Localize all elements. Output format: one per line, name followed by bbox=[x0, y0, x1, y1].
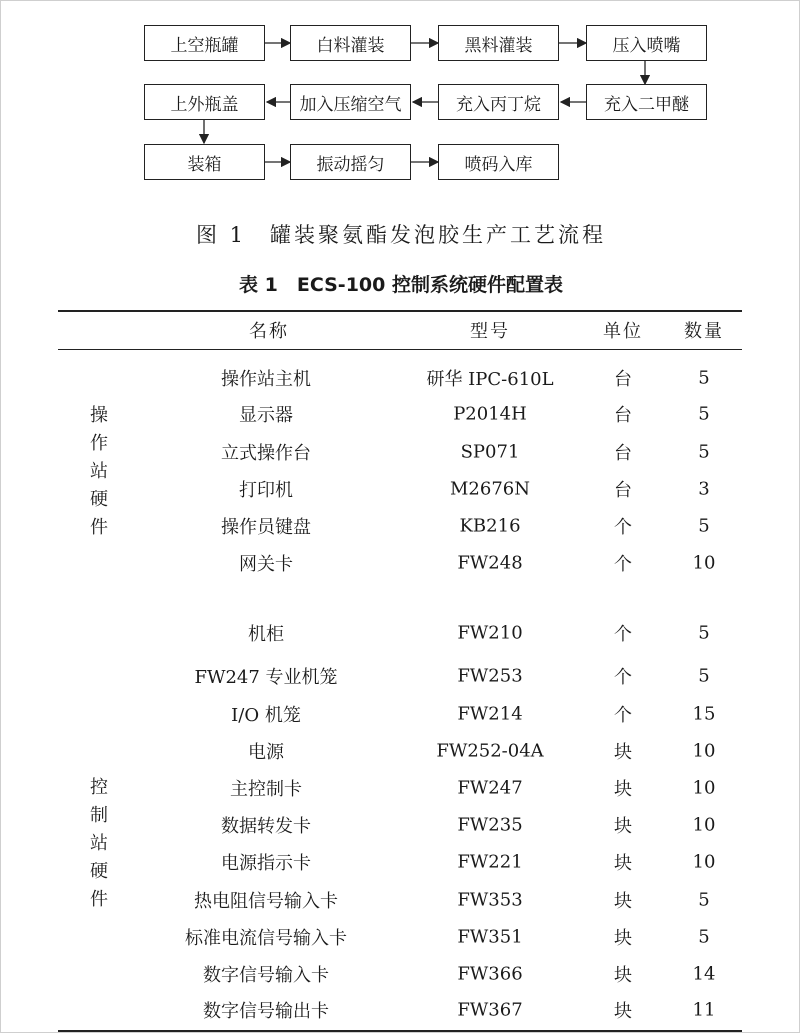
cell-unit: 块 bbox=[614, 891, 632, 912]
column-header-quantity: 数量 bbox=[684, 321, 724, 342]
flow-step: 上空瓶罐 bbox=[144, 25, 265, 61]
cell-quantity: 5 bbox=[698, 622, 710, 644]
flow-step: 装箱 bbox=[144, 144, 265, 180]
process-flowchart bbox=[0, 0, 802, 200]
cell-model: P2014H bbox=[453, 403, 527, 425]
cell-name: 机柜 bbox=[248, 624, 284, 645]
table-bottom-rule bbox=[58, 1030, 742, 1032]
cell-quantity: 15 bbox=[692, 703, 716, 725]
cell-quantity: 10 bbox=[692, 777, 716, 799]
cell-model: SP071 bbox=[460, 441, 520, 463]
cell-quantity: 5 bbox=[698, 367, 710, 389]
cell-name: 数据转发卡 bbox=[221, 816, 311, 837]
cell-quantity: 5 bbox=[698, 926, 710, 948]
flow-step: 上外瓶盖 bbox=[144, 84, 265, 120]
cell-unit: 块 bbox=[614, 779, 632, 800]
cell-quantity: 10 bbox=[692, 552, 716, 574]
cell-unit: 个 bbox=[614, 667, 632, 688]
cell-unit: 块 bbox=[614, 965, 632, 986]
cell-model: FW210 bbox=[457, 622, 523, 644]
cell-name: 热电阻信号输入卡 bbox=[194, 891, 338, 912]
cell-unit: 块 bbox=[614, 816, 632, 837]
cell-unit: 个 bbox=[614, 517, 632, 538]
cell-unit: 块 bbox=[614, 742, 632, 763]
cell-quantity: 5 bbox=[698, 403, 710, 425]
flow-step: 白料灌装 bbox=[290, 25, 411, 61]
cell-model: 研华 IPC-610L bbox=[426, 369, 554, 390]
cell-name: FW247 专业机笼 bbox=[194, 667, 338, 688]
table-title: 表 1 ECS-100 控制系统硬件配置表 bbox=[239, 274, 563, 296]
cell-name: I/O 机笼 bbox=[231, 705, 301, 726]
column-header-model: 型号 bbox=[470, 321, 510, 342]
cell-model: FW366 bbox=[457, 963, 523, 985]
cell-model: FW351 bbox=[457, 926, 523, 948]
column-header-name: 名称 bbox=[249, 321, 289, 342]
cell-unit: 块 bbox=[614, 1001, 632, 1022]
cell-unit: 台 bbox=[614, 443, 632, 464]
cell-quantity: 5 bbox=[698, 441, 710, 463]
cell-quantity: 11 bbox=[692, 999, 716, 1021]
cell-name: 数字信号输入卡 bbox=[203, 965, 329, 986]
figure-caption: 图 1 罐装聚氨酯发泡胶生产工艺流程 bbox=[195, 223, 607, 247]
table-header-rule bbox=[58, 349, 742, 350]
cell-name: 网关卡 bbox=[239, 554, 293, 575]
cell-model: FW367 bbox=[457, 999, 523, 1021]
flow-step: 加入压缩空气 bbox=[290, 84, 411, 120]
cell-unit: 台 bbox=[614, 480, 632, 501]
cell-quantity: 3 bbox=[698, 478, 710, 500]
cell-unit: 个 bbox=[614, 705, 632, 726]
cell-quantity: 5 bbox=[698, 889, 710, 911]
cell-name: 立式操作台 bbox=[221, 443, 311, 464]
cell-unit: 台 bbox=[614, 369, 632, 390]
cell-quantity: 5 bbox=[698, 665, 710, 687]
flow-step: 黑料灌装 bbox=[438, 25, 559, 61]
table-top-rule bbox=[58, 310, 742, 312]
cell-unit: 个 bbox=[614, 554, 632, 575]
cell-name: 数字信号输出卡 bbox=[203, 1001, 329, 1022]
cell-model: FW221 bbox=[457, 851, 523, 873]
cell-unit: 块 bbox=[614, 928, 632, 949]
cell-model: FW235 bbox=[457, 814, 523, 836]
cell-unit: 个 bbox=[614, 624, 632, 645]
cell-unit: 台 bbox=[614, 405, 632, 426]
cell-model: FW214 bbox=[457, 703, 523, 725]
cell-name: 打印机 bbox=[239, 480, 293, 501]
flow-step: 喷码入库 bbox=[438, 144, 559, 180]
cell-quantity: 10 bbox=[692, 814, 716, 836]
cell-model: FW247 bbox=[457, 777, 523, 799]
cell-unit: 块 bbox=[614, 853, 632, 874]
cell-model: KB216 bbox=[459, 515, 521, 537]
cell-name: 电源 bbox=[248, 742, 284, 763]
cell-model: M2676N bbox=[450, 478, 530, 500]
group-label-control-station: 控制站硬件 bbox=[90, 777, 108, 910]
cell-model: FW252-04A bbox=[436, 740, 544, 762]
flow-step: 充入二甲醚 bbox=[586, 84, 707, 120]
group-label-operator-station: 操作站硬件 bbox=[90, 405, 108, 538]
cell-name: 操作站主机 bbox=[221, 369, 311, 390]
flow-step: 压入喷嘴 bbox=[586, 25, 707, 61]
cell-name: 电源指示卡 bbox=[221, 853, 311, 874]
cell-quantity: 10 bbox=[692, 851, 716, 873]
cell-name: 显示器 bbox=[239, 405, 293, 426]
column-header-unit: 单位 bbox=[603, 321, 643, 342]
cell-model: FW248 bbox=[457, 552, 523, 574]
cell-quantity: 10 bbox=[692, 740, 716, 762]
cell-name: 标准电流信号输入卡 bbox=[185, 928, 347, 949]
cell-model: FW353 bbox=[457, 889, 523, 911]
flow-step: 充入丙丁烷 bbox=[438, 84, 559, 120]
cell-quantity: 5 bbox=[698, 515, 710, 537]
cell-name: 操作员键盘 bbox=[221, 517, 311, 538]
flow-step: 振动摇匀 bbox=[290, 144, 411, 180]
cell-quantity: 14 bbox=[692, 963, 716, 985]
cell-name: 主控制卡 bbox=[230, 779, 302, 800]
cell-model: FW253 bbox=[457, 665, 523, 687]
